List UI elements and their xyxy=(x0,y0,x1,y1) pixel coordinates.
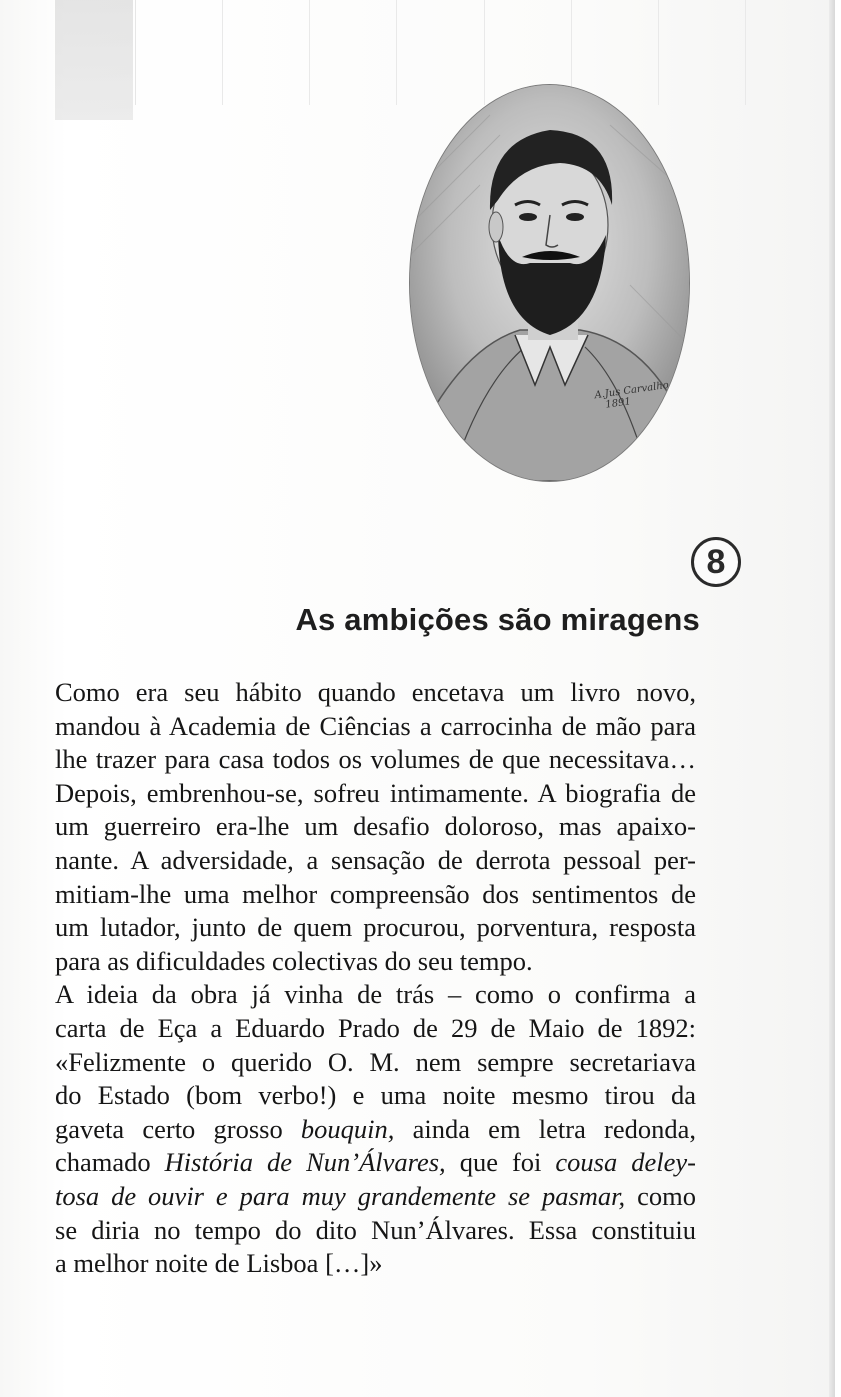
text-line: mitiam-lhe uma melhor compreensão dos sentimentos de xyxy=(55,878,696,909)
text-line: chamado História de Nun’Álvares, que foi cousa deley- xyxy=(55,1147,696,1178)
header-image-bleed xyxy=(55,0,133,120)
portrait-oval-frame xyxy=(409,84,690,482)
text-line: do Estado (bom verbo!) e uma noite mesmo tirou da xyxy=(55,1080,696,1111)
chapter-title: As ambições são miragens xyxy=(295,602,700,637)
text-line: um lutador, junto de quem procurou, porventura, resposta xyxy=(55,912,696,943)
text-line: tosa de ouvir e para muy grandemente se pasmar, como xyxy=(55,1180,696,1211)
chapter-number-badge: 8 xyxy=(691,537,741,587)
body-text xyxy=(55,676,696,1281)
text-line: «Felizmente o querido O. M. nem sempre secretariava xyxy=(55,1046,696,1077)
text-line: Como era seu hábito quando encetava um livro novo, xyxy=(55,677,696,707)
text-line: Depois, embrenhou-se, sofreu intimamente. A biografia de xyxy=(55,777,696,808)
portrait-illustration xyxy=(409,84,690,482)
text-line: a melhor noite de Lisboa […]» xyxy=(55,1248,383,1279)
text-line: mandou à Academia de Ciências a carrocinha de mão para xyxy=(55,710,696,741)
portrait-signature: A.Jus Carvalho 1891 xyxy=(593,379,670,413)
text-line: lhe trazer para casa todos os volumes de que necessitava… xyxy=(55,744,696,775)
text-line: gaveta certo grosso bouquin, ainda em letra redonda, xyxy=(55,1113,697,1144)
text-line: nante. A adversidade, a sensação de derrota pessoal per- xyxy=(55,844,696,875)
portrait-drawing xyxy=(410,85,689,481)
text-line: para as dificuldades colectivas do seu tempo. xyxy=(55,945,533,976)
text-line: A ideia da obra já vinha de trás – como o confirma a xyxy=(55,979,696,1010)
text-line: carta de Eça a Eduardo Prado de 29 de Maio de 1892: xyxy=(55,1012,696,1043)
paragraph-2 xyxy=(55,978,696,1280)
page-edge xyxy=(829,0,835,1397)
text-line: se diria no tempo do dito Nun’Álvares. Essa constituiu xyxy=(55,1214,696,1245)
paragraph-1 xyxy=(55,676,696,978)
text-line: um guerreiro era-lhe um desafio doloroso, mas apaixo- xyxy=(55,811,696,842)
